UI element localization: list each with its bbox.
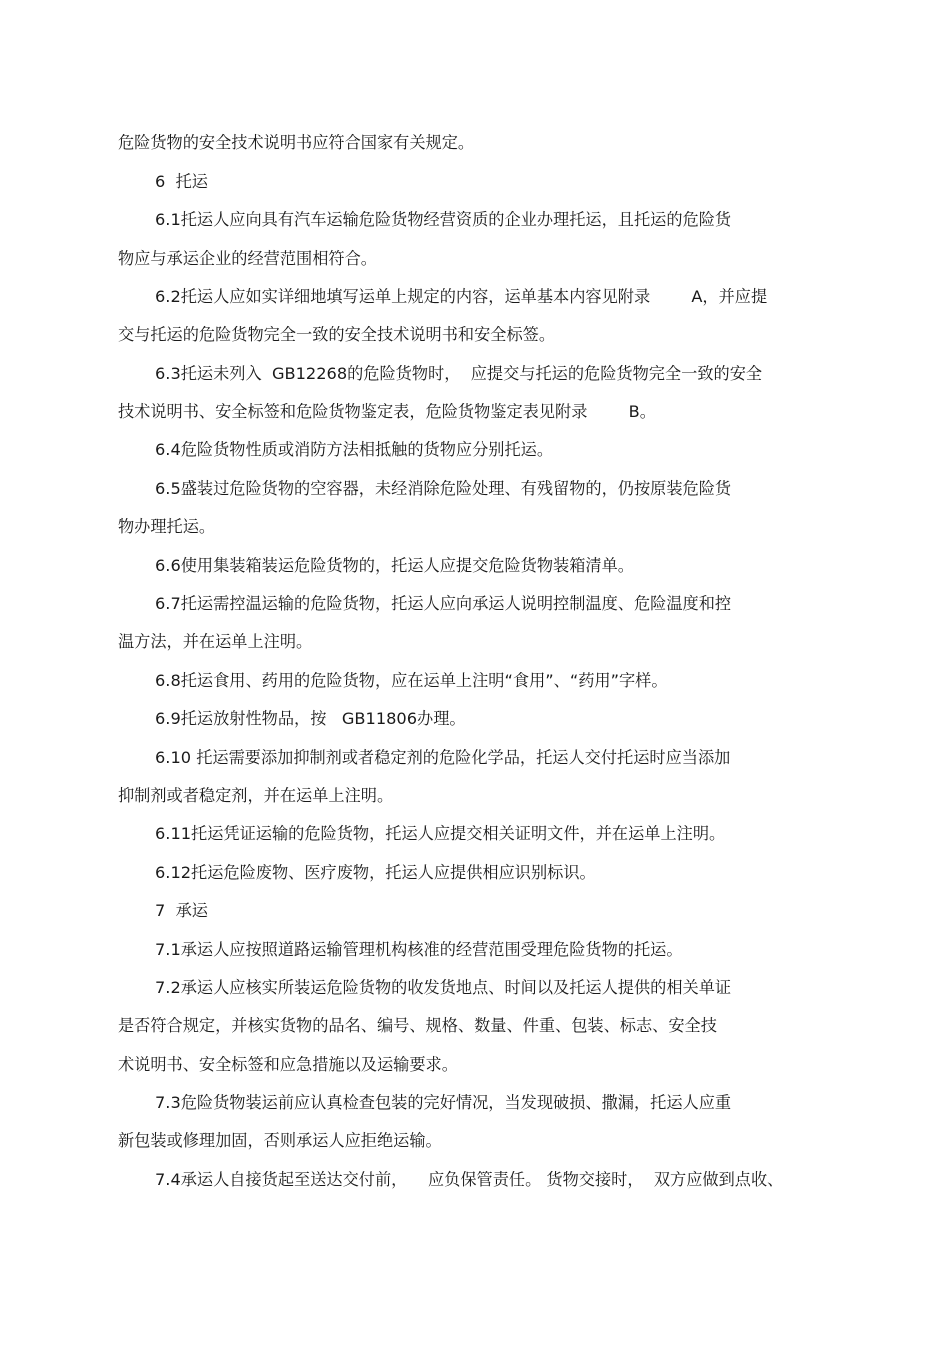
text-line: 6.12托运危险废物、医疗废物，托运人应提供相应识别标识。 — [155, 863, 596, 882]
text-line: 是否符合规定，并核实货物的品名、编号、规格、数量、件重、包装、标志、安全技 — [118, 1016, 717, 1035]
text-line: 6.2托运人应如实详细地填写运单上规定的内容，运单基本内容见附录 A，并应提 — [155, 287, 768, 306]
text-line: 新包装或修理加固，否则承运人应拒绝运输。 — [118, 1131, 442, 1150]
text-line: 术说明书、安全标签和应急措施以及运输要求。 — [118, 1055, 458, 1074]
text-line: 6.11托运凭证运输的危险货物，托运人应提交相关证明文件，并在运单上注明。 — [155, 824, 726, 843]
text-line: 危险货物的安全技术说明书应符合国家有关规定。 — [118, 133, 475, 152]
text-line: 6.3托运未列入 GB12268的危险货物时， 应提交与托运的危险货物完全一致的安全 — [155, 364, 763, 383]
section-heading-7: 7 承运 — [155, 901, 208, 920]
text-line: 7.1承运人应按照道路运输管理机构核准的经营范围受理危险货物的托运。 — [155, 940, 683, 959]
text-line: 技术说明书、安全标签和危险货物鉴定表，危险货物鉴定表见附录 B。 — [118, 402, 656, 421]
text-line: 交与托运的危险货物完全一致的安全技术说明书和安全标签。 — [118, 325, 556, 344]
section-heading-6: 6 托运 — [155, 172, 208, 191]
text-line: 物应与承运企业的经营范围相符合。 — [118, 249, 377, 268]
text-line: 6.10 托运需要添加抑制剂或者稳定剂的危险化学品，托运人交付托运时应当添加 — [155, 748, 731, 767]
text-line: 6.7托运需控温运输的危险货物，托运人应向承运人说明控制温度、危险温度和控 — [155, 594, 732, 613]
text-line: 7.2承运人应核实所装运危险货物的收发货地点、时间以及托运人提供的相关单证 — [155, 978, 732, 997]
text-line: 抑制剂或者稳定剂，并在运单上注明。 — [118, 786, 394, 805]
text-line: 7.4承运人自接货起至送达交付前， 应负保管责任。 货物交接时， 双方应做到点收、 — [155, 1170, 784, 1189]
text-line: 6.6使用集装箱装运危险货物的，托运人应提交危险货物装箱清单。 — [155, 556, 634, 575]
text-line: 温方法，并在运单上注明。 — [118, 632, 313, 651]
text-line: 6.4危险货物性质或消防方法相抵触的货物应分别托运。 — [155, 440, 554, 459]
text-line: 6.8托运食用、药用的危险货物，应在运单上注明“食用”、“药用”字样。 — [155, 671, 668, 690]
text-line: 6.1托运人应向具有汽车运输危险货物经营资质的企业办理托运，且托运的危险货 — [155, 210, 732, 229]
text-line: 7.3危险货物装运前应认真检查包装的完好情况，当发现破损、撒漏，托运人应重 — [155, 1093, 732, 1112]
text-line: 6.9托运放射性物品，按 GB11806办理。 — [155, 709, 466, 728]
text-line: 物办理托运。 — [118, 517, 216, 536]
text-line: 6.5盛装过危险货物的空容器，未经消除危险处理、有残留物的，仍按原装危险货 — [155, 479, 732, 498]
